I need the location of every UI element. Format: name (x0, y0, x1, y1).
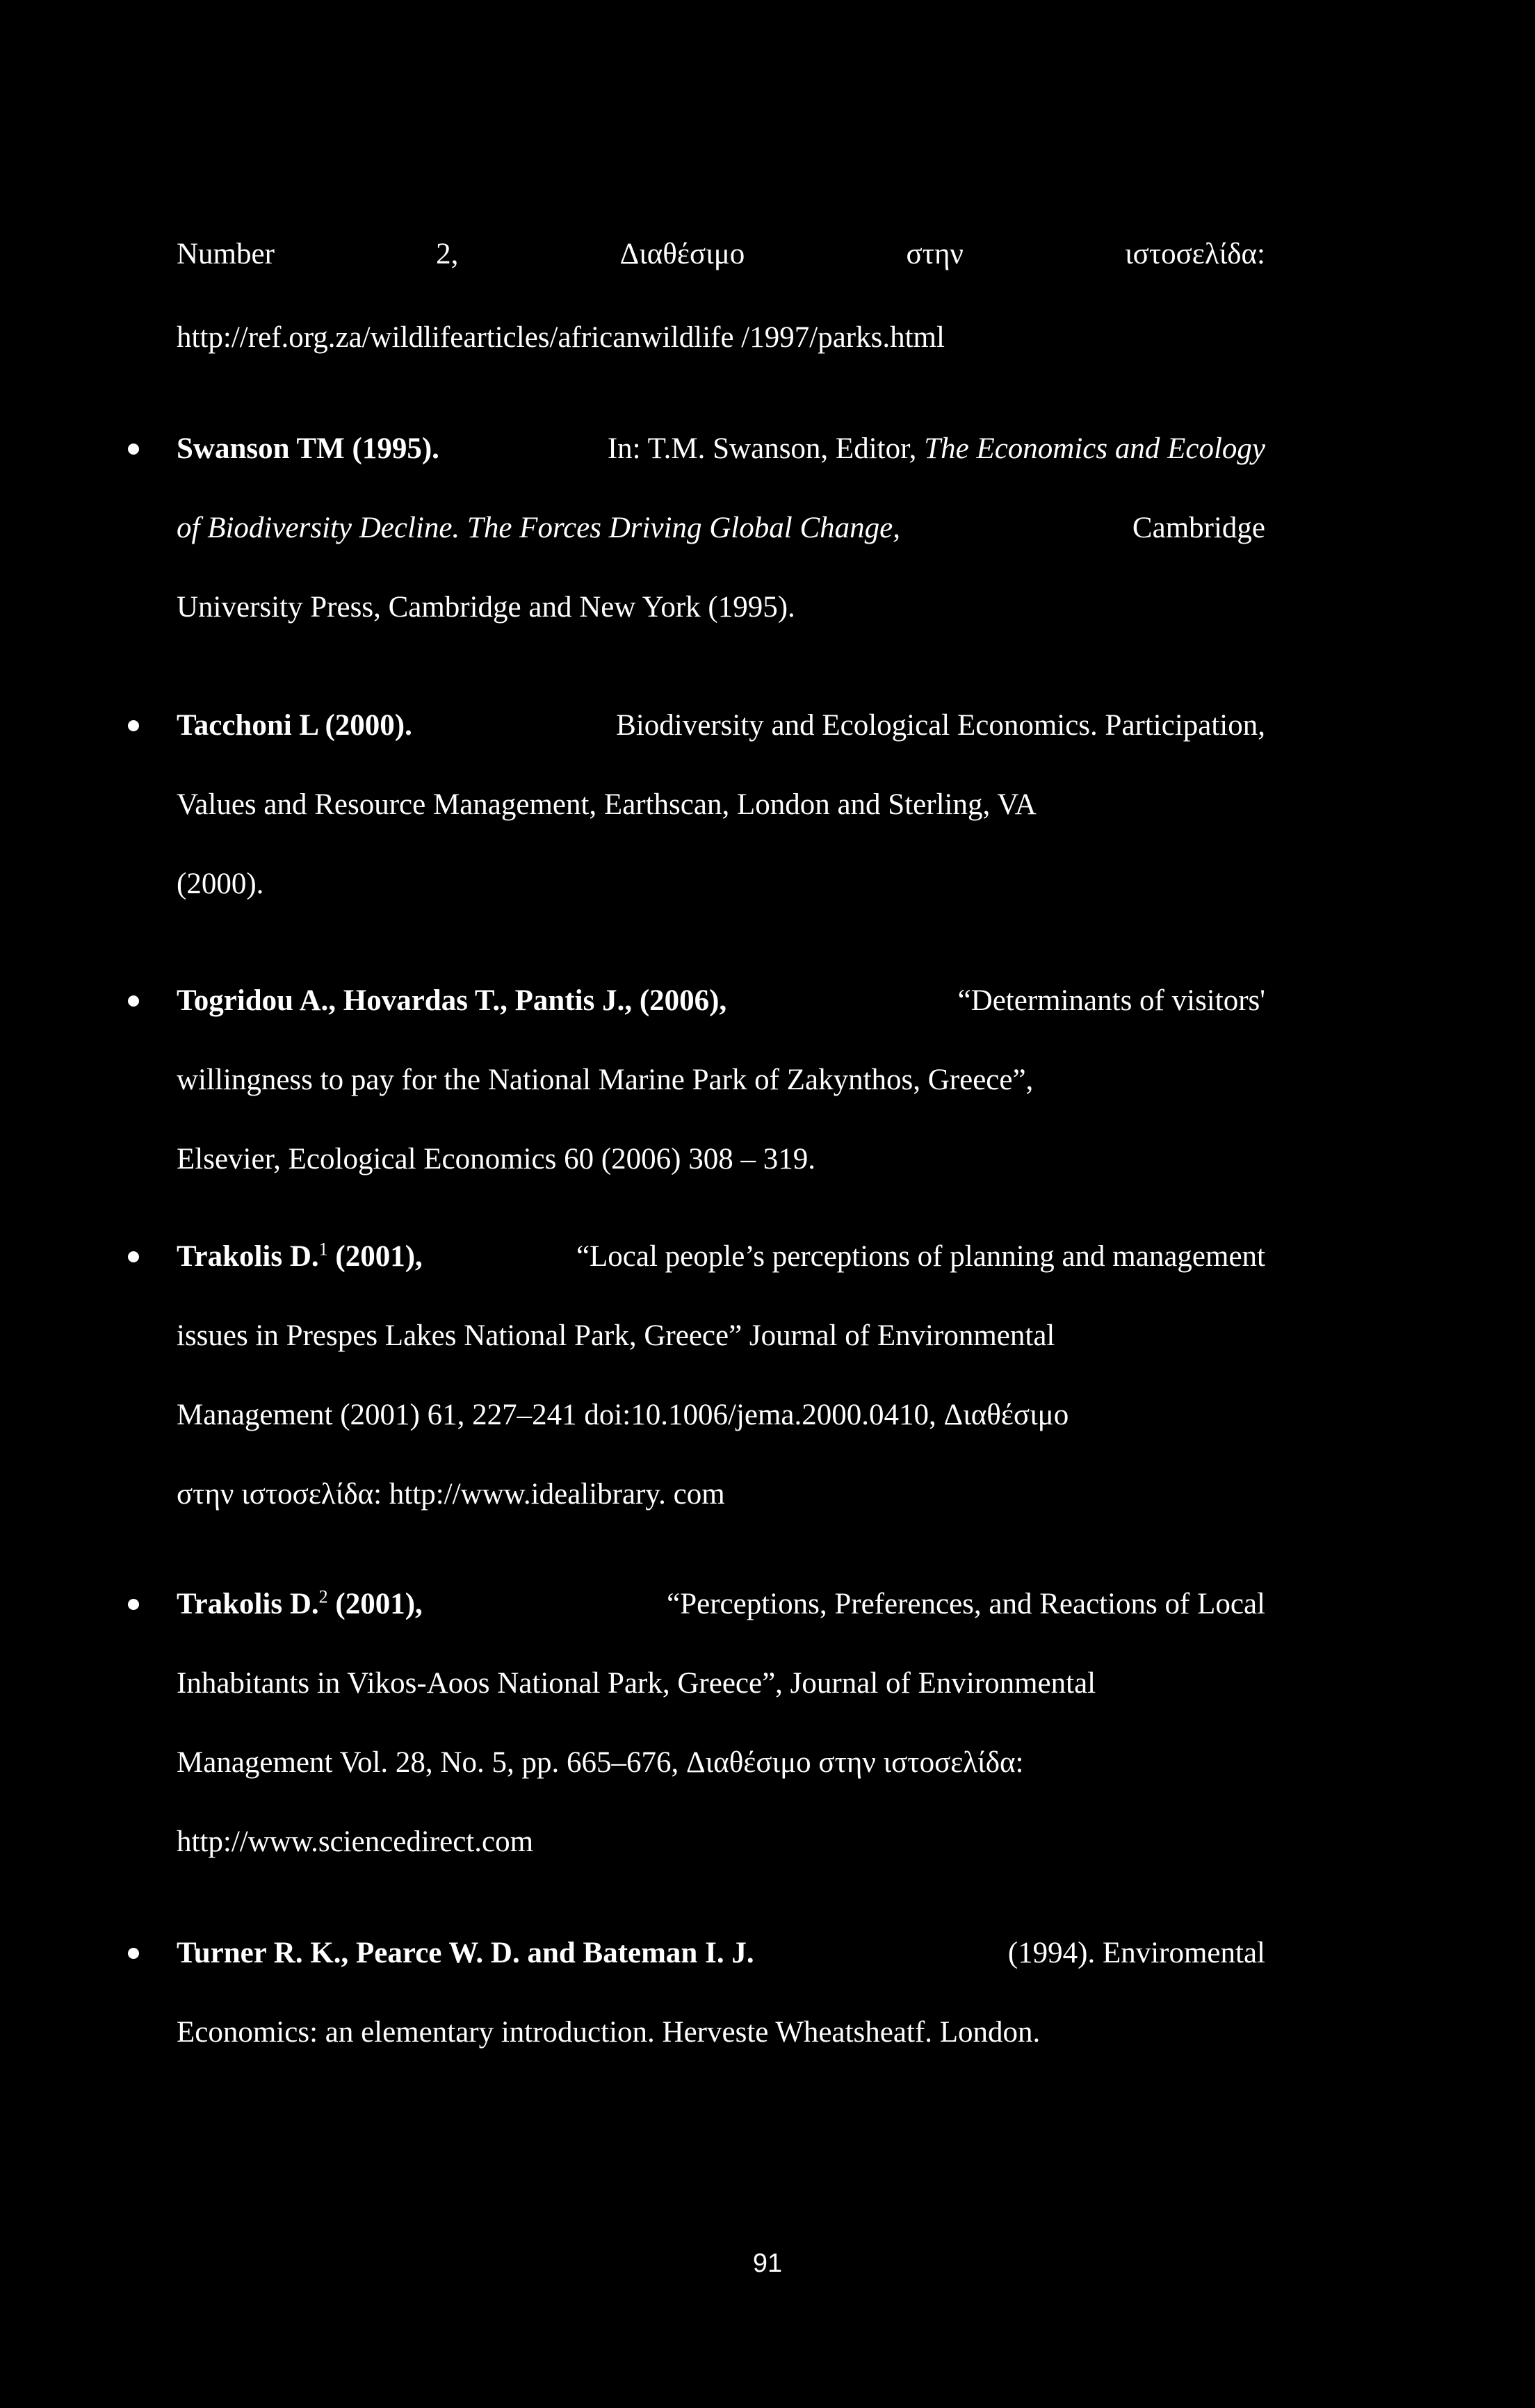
reference-title: of Biodiversity Decline. The Forces Driving Global Change, (177, 512, 900, 544)
bullet-icon (128, 995, 139, 1007)
reference-togridou-line-3: Elsevier, Ecological Economics 60 (2006) 308 – 319. (177, 1143, 815, 1175)
reference-text: “Determinants of visitors' (957, 984, 1265, 1017)
bullet-icon (128, 444, 139, 455)
continuation-line-1 (177, 234, 1265, 275)
reference-text: Biodiversity and Ecological Economics. Participation, (616, 709, 1265, 742)
reference-turner-line-1 (177, 1933, 1265, 1974)
reference-swanson-line-3: University Press, Cambridge and New York (1995). (177, 591, 795, 624)
reference-text: Cambridge (1132, 512, 1265, 544)
reference-trakolis1-line-2: issues in Prespes Lakes National Park, Greece” Journal of Environmental (177, 1319, 1055, 1352)
reference-text: In: T.M. Swanson, Editor, The Economics and Ecology (607, 432, 1265, 465)
bullet-icon (128, 1599, 139, 1610)
reference-authors: Swanson TM (1995). (177, 432, 439, 465)
reference-trakolis2-line-3: Management Vol. 28, No. 5, pp. 665–676, Διαθέσιμο στην ιστοσελίδα: (177, 1746, 1024, 1779)
page-number: 91 (752, 2249, 783, 2278)
bullet-icon (128, 1251, 139, 1262)
reference-text: “Perceptions, Preferences, and Reactions of Local (667, 1588, 1265, 1620)
reference-trakolis1-line-3: Management (2001) 61, 227–241 doi:10.1006/jema.2000.0410, Διαθέσιμο (177, 1399, 1069, 1431)
word: Διαθέσιμο (619, 238, 745, 270)
reference-authors: Togridou A., Hovardas T., Pantis J., (2006), (177, 984, 727, 1017)
reference-tacchoni-line-2 (177, 784, 1265, 826)
reference-trakolis2-line-1 (177, 1584, 1265, 1625)
reference-trakolis1-line-4: στην ιστοσελίδα: http://www.idealibrary. com (177, 1478, 725, 1511)
continuation-line-2: http://ref.org.za/wildlifearticles/africanwildlife /1997/parks.html (177, 321, 945, 354)
reference-authors: Trakolis D.$^2$ (2001), (177, 1586, 423, 1620)
reference-trakolis1-line-1 (177, 1236, 1265, 1278)
reference-turner-line-2: Economics: an elementary introduction. Herveste Wheatsheatf. London. (177, 2016, 1041, 2049)
reference-trakolis2-line-4: http://www.sciencedirect.com (177, 1825, 534, 1858)
reference-tacchoni-line-3: (2000). (177, 868, 264, 900)
reference-togridou-line-1 (177, 980, 1265, 1022)
bullet-icon (128, 720, 139, 731)
reference-swanson-line-2 (177, 507, 1265, 549)
word: 2, (436, 238, 459, 270)
bullet-icon (128, 1948, 139, 1959)
reference-trakolis2-line-2: Inhabitants in Vikos-Aoos National Park, Greece”, Journal of Environmental (177, 1667, 1096, 1700)
reference-text: (1994). Enviromental (1007, 1937, 1265, 1969)
reference-text: “Local people’s perceptions of planning and management (576, 1240, 1265, 1273)
reference-togridou-line-2: willingness to pay for the National Marine Park of Zakynthos, Greece”, (177, 1064, 1034, 1096)
word: στην (906, 238, 964, 270)
reference-swanson-line-1 (177, 428, 1265, 470)
reference-authors: Tacchoni L (2000). (177, 709, 412, 742)
word: ιστοσελίδα: (1125, 238, 1265, 270)
word: Number (177, 238, 275, 270)
reference-tacchoni-line-1 (177, 705, 1265, 747)
reference-authors: Trakolis D.$^1$ (2001), (177, 1239, 423, 1273)
reference-text: Values and Resource Management, Earthscan, London and Sterling, VA (177, 788, 1037, 821)
reference-authors: Turner R. K., Pearce W. D. and Bateman I. J. (177, 1937, 754, 1969)
